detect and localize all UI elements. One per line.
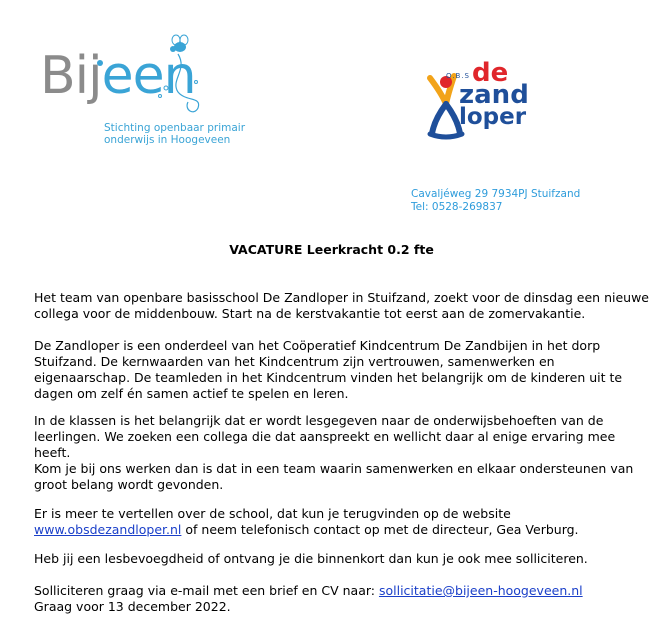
website-link[interactable]: www.obsdezandloper.nl xyxy=(34,522,182,537)
paragraph-team-text: Kom je bij ons werken dan is dat in een team waarin samenwerken en elkaar ondersteunen van groot belang wordt gevonden. xyxy=(34,461,634,492)
vacancy-title: VACATURE Leerkracht 0.2 fte xyxy=(229,242,434,257)
paragraph-apply xyxy=(34,583,654,615)
school-address xyxy=(411,188,580,214)
address-phone: Tel: 0528-269837 xyxy=(411,201,503,213)
bijeen-subtitle xyxy=(104,122,245,146)
zandloper-logo xyxy=(424,58,534,144)
paragraph-qualification xyxy=(34,551,654,567)
apply-intro: Solliciteren graag via e-mail met een brief en CV naar: xyxy=(34,583,379,598)
paragraph-apply-text xyxy=(34,583,654,615)
zandloper-zand: zand xyxy=(459,80,529,110)
bijeen-subtitle-line2: onderwijs in Hoogeveen xyxy=(104,134,231,146)
zandloper-obs: O.B.S xyxy=(446,72,470,80)
bijeen-logo xyxy=(38,30,246,160)
website-contact-text: of neem telefonisch contact op met de directeur, Gea Verburg. xyxy=(181,522,579,537)
bijeen-subtitle-line1: Stichting openbaar primair xyxy=(104,122,246,134)
paragraph-website-text xyxy=(34,506,654,538)
paragraph-intro-text: Het team van openbare basisschool De Zandloper in Stuifzand, zoekt voor de dinsdag een nieuwe collega voor de middenbouw. Start na de kerstvakantie tot eerst aan de zomervakantie. xyxy=(34,290,649,321)
address-street: Cavaljéweg 29 7934PJ Stuifzand xyxy=(411,188,581,200)
bijeen-wordmark: Bijeen xyxy=(40,46,196,106)
paragraph-intro xyxy=(34,290,654,322)
paragraph-classes-text: In de klassen is het belangrijk dat er wordt lesgegeven naar de onderwijsbehoeften van de leerlingen. We zoeken een collega die dat aanspreekt en wellicht daar al enige ervaring mee heeft. xyxy=(34,413,616,460)
website-intro: Er is meer te vertellen over de school, dat kun je terugvinden op de website xyxy=(34,506,511,521)
paragraph-about xyxy=(34,338,654,402)
apply-deadline: Graag voor 13 december 2022. xyxy=(34,599,231,614)
paragraph-about-text: De Zandloper is een onderdeel van het Coöperatief Kindcentrum De Zandbijen in het dorp Stuifzand. De kernwaarden van het Kindcentrum zijn vertrouwen, samenwerken en eigenaarschap. De teamleden in het Kindcentrum vinden het belangrijk om de kinderen uit te dagen om zelf én samen actief te spelen en leren. xyxy=(34,338,623,401)
paragraph-qualification-text: Heb jij een lesbevoegdheid of ontvang je die binnenkort dan kun je ook mee solliciteren. xyxy=(34,551,588,566)
paragraph-classes xyxy=(34,413,654,461)
paragraph-team xyxy=(34,461,654,493)
email-link[interactable]: sollicitatie@bijeen-hoogeveen.nl xyxy=(378,583,583,598)
zandloper-loper: loper xyxy=(459,104,527,130)
zandloper-de: de xyxy=(472,58,509,88)
paragraph-website xyxy=(34,506,654,538)
